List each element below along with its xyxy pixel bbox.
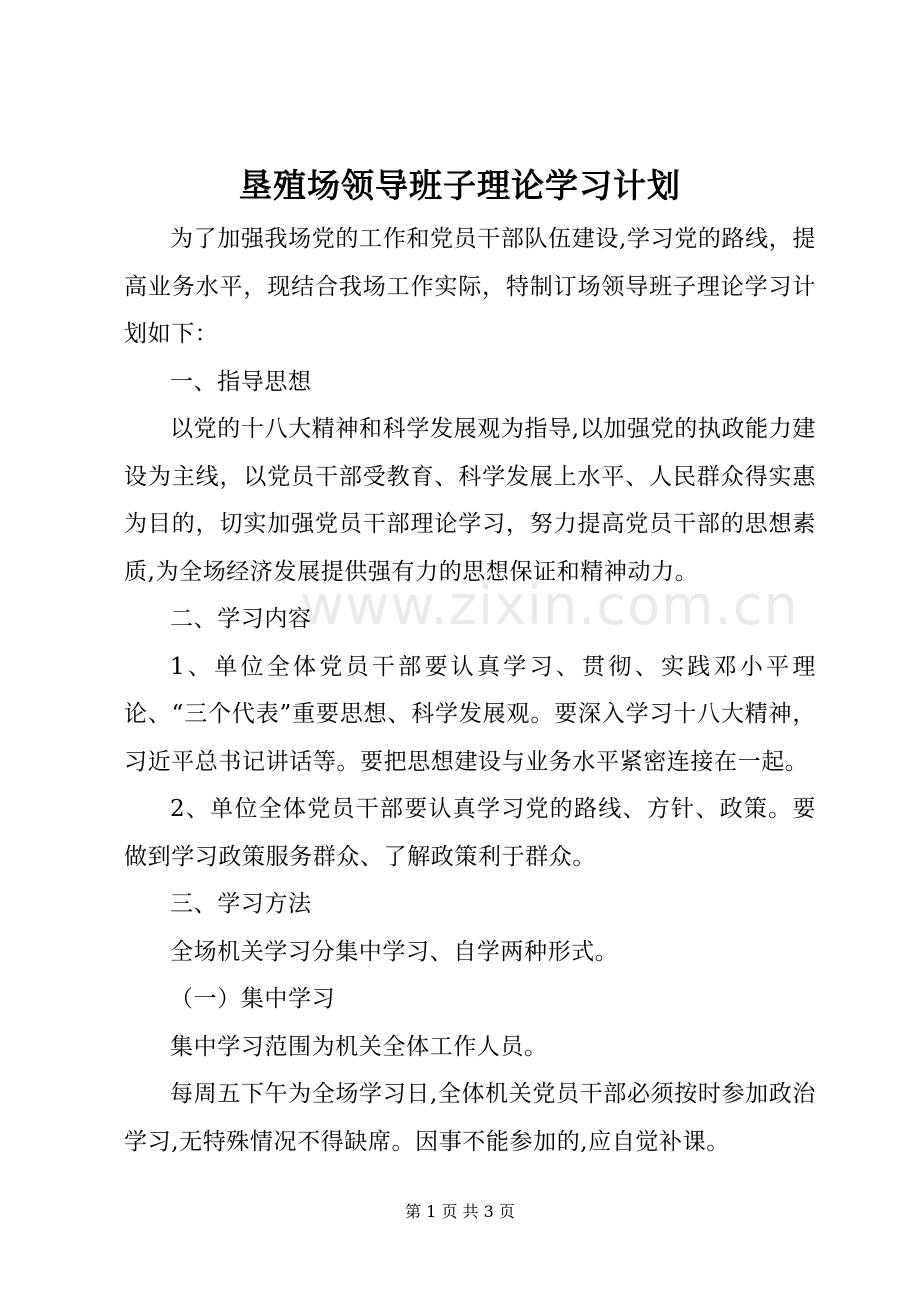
paragraph-guiding-thought: 以党的十八大精神和科学发展观为指导,以加强党的执政能力建设为主线，以党员干部受教育、科学发展上水平、人民群众得实惠为目的，切实加强党员干部理论学习，努力提高党员干部的思想素质,为全场经济发展提供强有力的思想保证和精神动力。	[124, 416, 816, 585]
document-body	[124, 216, 816, 1166]
paragraph-study-method: 全场机关学习分集中学习、自学两种形式。	[170, 938, 619, 965]
paragraph-study-content-1: 1、单位全体党员干部要认真学习、贯彻、实践邓小平理论、“三个代表”重要思想、科学发展观。要深入学习十八大精神，习近平总书记讲话等。要把思想建设与业务水平紧密连接在一起。	[124, 653, 816, 775]
section-heading-study-method: 三、学习方法	[170, 891, 312, 917]
page-footer: 第 1 页 共 3 页	[405, 1202, 515, 1221]
subheading-centralized-study: （一）集中学习	[170, 986, 336, 1012]
paragraph-intro: 为了加强我场党的工作和党员干部队伍建设,学习党的路线，提高业务水平，现结合我场工作实际，特制订场领导班子理论学习计划如下：	[124, 226, 816, 347]
paragraph-study-day: 每周五下午为全场学习日,全体机关党员干部必须按时参加政治学习,无特殊情况不得缺席。因事不能参加的,应自觉补课。	[124, 1081, 816, 1155]
watermark: www.zixin.com.cn	[300, 574, 799, 637]
section-heading-guiding-thought: 一、指导思想	[170, 368, 312, 395]
paragraph-study-content-2: 2、单位全体党员干部要认真学习党的路线、方针、政策。要做到学习政策服务群众、了解政策利于群众。	[124, 796, 816, 870]
section-heading-study-content: 二、学习内容	[170, 606, 312, 632]
paragraph-centralized-scope: 集中学习范围为机关全体工作人员。	[170, 1033, 548, 1060]
document-title: 垦殖场领导班子理论学习计划	[239, 166, 681, 205]
